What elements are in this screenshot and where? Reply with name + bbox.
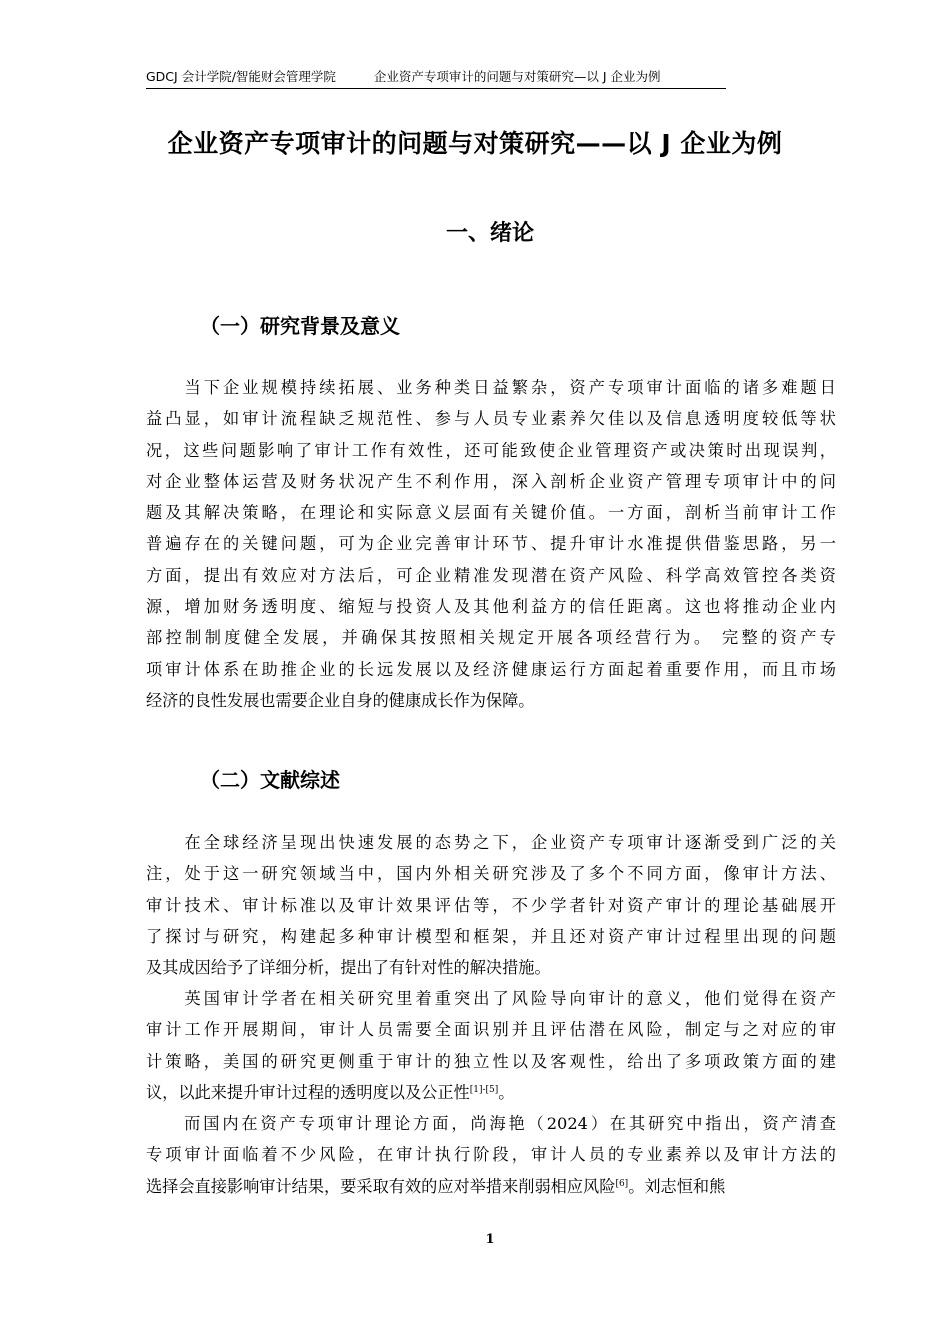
text-line: 普遍存在的关键问题，可为企业完善审计环节、提升审计水准提供借鉴思路，另一	[146, 534, 836, 554]
running-header	[146, 67, 726, 89]
section-heading-introduction: 一、绪论	[445, 221, 534, 246]
text-line: 注，处于这一研究领域当中，国内外相关研究涉及了多个不同方面，像审计方法、	[146, 864, 836, 884]
paragraph-background	[146, 372, 836, 716]
text-run: 议，以此来提升审计过程的透明度以及公正性	[146, 1082, 470, 1102]
text-line: 专项审计面临着不少风险，在审计执行阶段，审计人员的专业素养以及审计方法的	[146, 1145, 836, 1165]
text-line: 经济的良性发展也需要企业自身的健康成长作为保障。	[146, 690, 535, 710]
paragraph-literature-1	[146, 827, 836, 983]
text-line: 题及其解决策略，在理论和实际意义层面有关键价值。一方面，剖析当前审计工作	[146, 503, 836, 523]
text-line: 源，增加财务透明度、缩短与投资人及其他利益方的信任距离。这也将推动企业内	[146, 597, 836, 617]
text-line: 对企业整体运营及财务状况产生不利作用，深入剖析企业资产管理专项审计中的问	[146, 471, 836, 491]
header-paper-title: 企业资产专项审计的问题与对策研究—以 J 企业为例	[373, 69, 661, 84]
text-run: 。刘志恒和熊	[628, 1176, 726, 1196]
text-line: 益凸显，如审计流程缺乏规范性、参与人员专业素养欠佳以及信息透明度较低等状	[146, 409, 836, 429]
text-run: 。	[498, 1082, 515, 1102]
text-line: 而国内在资产专项审计理论方面，尚海艳（2024）在其研究中指出，资产清查	[146, 1114, 836, 1133]
text-line: 部控制制度健全发展，并确保其按照相关规定开展各项经营行为。 完整的资产专	[146, 628, 836, 648]
paragraph-literature-3	[146, 1108, 836, 1202]
text-line: 审计工作开展期间，审计人员需要全面识别并且评估潜在风险，制定与之对应的审	[146, 1020, 836, 1040]
text-line: 方面，提出有效应对方法后，可企业精准发现潜在资产风险、科学高效管控各类资	[146, 565, 836, 585]
text-line: 当下企业规模持续拓展、业务种类日益繁杂，资产专项审计面临的诸多难题日	[146, 378, 836, 397]
text-line: 英国审计学者在相关研究里着重突出了风险导向审计的意义，他们觉得在资产	[146, 989, 836, 1008]
text-line: 项审计体系在助推企业的长远发展以及经济健康运行方面起着重要作用，而且市场	[146, 659, 836, 679]
citation-ref: [6]	[615, 1178, 629, 1189]
paper-title: 企业资产专项审计的问题与对策研究——以 J 企业为例	[167, 129, 783, 158]
text-line: 审计技术、审计标准以及审计效果评估等，不少学者针对资产审计的理论基础展开	[146, 895, 836, 915]
text-line	[146, 1077, 836, 1108]
text-line: 了探讨与研究，构建起多种审计模型和框架，并且还对资产审计过程里出现的问题	[146, 926, 836, 946]
text-line: 在全球经济呈现出快速发展的态势之下，企业资产专项审计逐渐受到广泛的关	[146, 833, 836, 852]
text-line: 计策略，美国的研究更侧重于审计的独立性以及客观性，给出了多项政策方面的建	[146, 1051, 836, 1071]
page-number: 1	[485, 1232, 495, 1247]
text-run: 选择会直接影响审计结果，要采取有效的应对举措来削弱相应风险	[146, 1176, 616, 1196]
text-line	[146, 1171, 836, 1202]
paragraph-literature-2	[146, 983, 836, 1108]
citation-ref: [1]-[5]	[469, 1084, 499, 1095]
subsection-heading-literature-review: （二）文献综述	[200, 768, 340, 792]
header-school: GDCJ 会计学院/智能财会管理学院	[146, 69, 336, 84]
text-line: 况，这些问题影响了审计工作有效性，还可能致使企业管理资产或决策时出现误判，	[146, 440, 836, 460]
text-line: 及其成因给予了详细分析，提出了有针对性的解决措施。	[146, 958, 551, 978]
subsection-heading-background: （一）研究背景及意义	[200, 314, 400, 338]
